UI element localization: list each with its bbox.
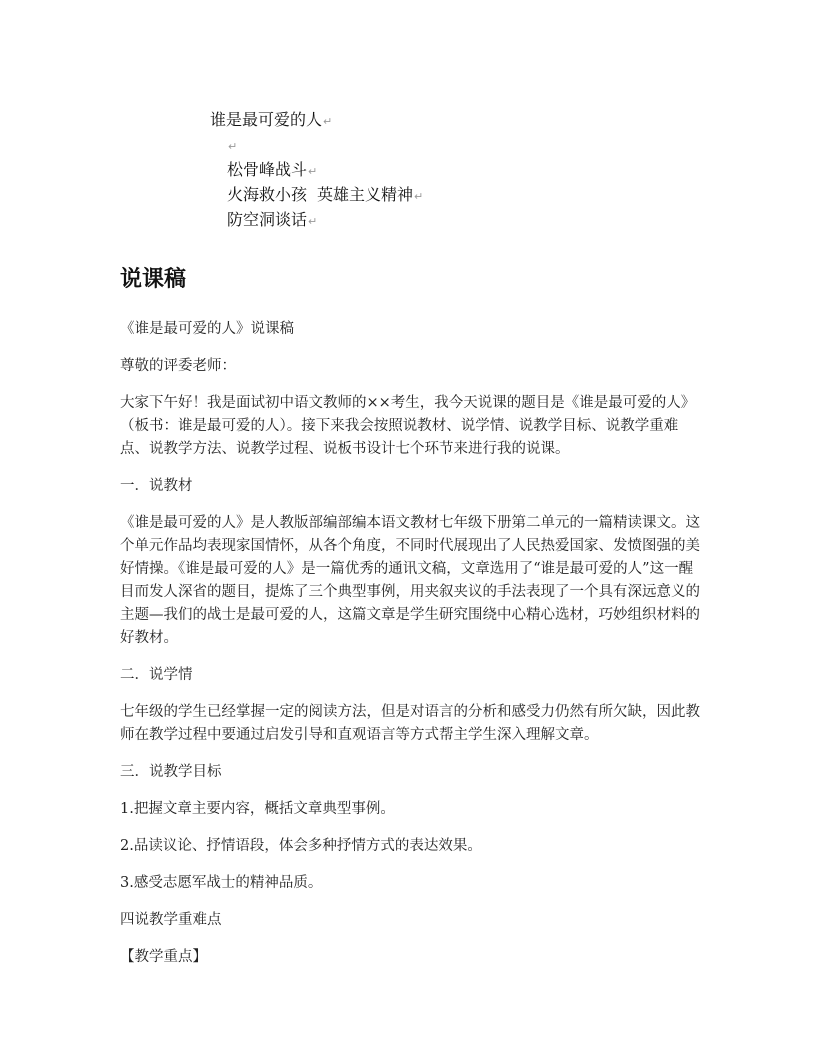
- subsection-title-focus: 【教学重点】: [120, 949, 207, 965]
- board-design: [210, 108, 423, 233]
- paragraph-mark-icon: ↵: [323, 115, 333, 128]
- objective-item: 3.感受志愿军战士的精神品质。: [120, 875, 323, 891]
- section-title-objectives: 三．说教学目标: [120, 764, 222, 780]
- paragraph-mark-icon: ↵: [228, 140, 238, 153]
- board-line-2: 火海救小孩 英雄主义精神↵: [227, 185, 424, 204]
- board-title: 谁是最可爱的人↵: [210, 110, 333, 129]
- salutation: 尊敬的评委老师：: [120, 358, 236, 374]
- paragraph-mark-icon: ↵: [308, 165, 318, 178]
- intro-paragraph: 大家下午好！我是面试初中语文教师的××考生，我今天说课的题目是《谁是最可爱的人》（板书：谁是最可爱的人）。接下来我会按照说教材、说学情、说教学目标、说教学重难点、说教学方法、说教学过程、说板书设计七个环节来进行我的说课。: [120, 395, 696, 457]
- section-title-students: 二．说学情: [120, 667, 193, 683]
- paragraph-mark-icon: ↵: [308, 215, 318, 228]
- board-line-3: 防空洞谈话↵: [227, 210, 318, 229]
- section-heading: 说课稿: [120, 267, 187, 292]
- objective-item: 2.品读议论、抒情语段，体会多种抒情方式的表达效果。: [120, 838, 482, 854]
- objective-item: 1.把握文章主要内容，概括文章典型事例。: [120, 801, 395, 817]
- section-title-textbook: 一．说教材: [120, 478, 193, 494]
- section-title-key-points: 四说教学重难点: [120, 912, 222, 928]
- students-paragraph: 七年级的学生已经掌握一定的阅读方法，但是对语言的分析和感受力仍然有所欠缺，因此教师在教学过程中要通过启发引导和直观语言等方式帮主学生深入理解文章。: [120, 704, 700, 743]
- document-body: [120, 318, 705, 983]
- board-blank-line: [210, 133, 423, 158]
- textbook-paragraph: 《谁是最可爱的人》是人教版部编部编本语文教材七年级下册第二单元的一篇精读课文。这个单元作品均表现家国情怀，从各个角度，不同时代展现出了人民热爱国家、发愤图强的美好情操。《谁是最可爱的人》是一篇优秀的通讯文稿，文章选用了“谁是最可爱的人”这一醒目而发人深省的题目，提炼了三个典型事例，用夹叙夹议的手法表现了一个具有深远意义的主题—我们的战士是最可爱的人，这篇文章是学生研究围绕中心精心选材，巧妙组织材料的好教材。: [120, 515, 700, 646]
- doc-title-line: 《谁是最可爱的人》说课稿: [120, 321, 294, 337]
- board-line-1: 松骨峰战斗↵: [227, 160, 318, 179]
- paragraph-mark-icon: ↵: [414, 190, 424, 203]
